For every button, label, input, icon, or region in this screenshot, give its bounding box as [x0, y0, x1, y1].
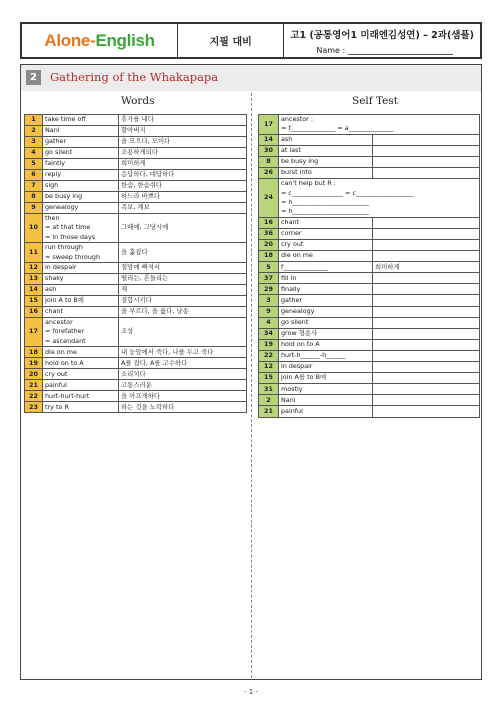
word-number: 16 — [25, 307, 43, 318]
word-row — [25, 296, 247, 307]
name-label: Name : — [316, 46, 346, 55]
word-term — [43, 402, 119, 413]
self-test-table — [258, 114, 480, 418]
test-row — [259, 179, 480, 218]
word-number: 21 — [25, 380, 43, 391]
test-term — [279, 168, 373, 179]
test-number: 37 — [259, 273, 279, 284]
test-term — [279, 395, 373, 406]
test-term — [279, 228, 373, 239]
term-text: sigh — [45, 181, 59, 190]
test-answer-cell[interactable] — [373, 284, 480, 295]
test-term — [279, 262, 373, 273]
test-number: 15 — [259, 373, 279, 384]
term-text: ash — [45, 285, 57, 294]
word-row — [25, 159, 247, 170]
test-number: 21 — [259, 406, 279, 417]
term-synonym-line: = forefather — [45, 327, 85, 336]
test-row — [259, 134, 480, 145]
test-answer-cell[interactable] — [373, 240, 480, 251]
word-meaning: A를 잡다, A를 고수하다 — [119, 358, 247, 369]
word-number: 11 — [25, 243, 43, 263]
test-answer-cell[interactable] — [373, 317, 480, 328]
term-text: fill in — [281, 273, 297, 282]
word-row — [25, 214, 247, 243]
term-text: take time off — [45, 115, 86, 124]
term-text: ancestor : — [281, 115, 313, 123]
term-text: can't help but R : — [281, 179, 336, 188]
word-meaning: 을 아프게하다 — [119, 391, 247, 402]
test-term — [279, 115, 480, 135]
test-number: 12 — [259, 362, 279, 373]
test-answer-cell[interactable] — [373, 273, 480, 284]
word-number: 3 — [25, 137, 43, 148]
term-text: gather — [281, 295, 303, 304]
word-number: 6 — [25, 170, 43, 181]
word-meaning: 내 눈앞에서 죽다, 나를 두고 죽다 — [119, 347, 247, 358]
word-meaning: 휴가를 내다 — [119, 115, 247, 126]
test-row — [259, 251, 480, 262]
word-term — [43, 380, 119, 391]
words-heading: Words — [121, 95, 155, 107]
term-text: die on me — [45, 347, 77, 356]
term-text: hold on to A — [45, 358, 84, 367]
test-row — [259, 295, 480, 306]
word-row — [25, 181, 247, 192]
test-term — [279, 145, 373, 156]
test-row — [259, 373, 480, 384]
word-term — [43, 243, 119, 263]
test-answer-cell[interactable] — [373, 157, 480, 168]
word-row — [25, 274, 247, 285]
test-answer-cell[interactable] — [373, 406, 480, 417]
term-text: in despair — [45, 263, 77, 272]
word-term — [43, 347, 119, 358]
term-text: go silent — [45, 148, 73, 157]
test-row — [259, 406, 480, 417]
word-meaning: 떨리는, 흔들리는 — [119, 274, 247, 285]
term-synonym-line: = in those days — [45, 232, 96, 241]
word-row — [25, 391, 247, 402]
word-meaning: 하느라 바쁘다 — [119, 192, 247, 203]
test-number: 30 — [259, 145, 279, 156]
test-term — [279, 350, 373, 361]
self-test-heading: Self Test — [352, 95, 398, 107]
word-row — [25, 243, 247, 263]
term-text: burst into — [281, 168, 312, 177]
term-text: reply — [45, 170, 62, 179]
word-meaning: 하는 것을 노력하다 — [119, 402, 247, 413]
word-row — [25, 318, 247, 347]
test-term — [279, 295, 373, 306]
term-text: be busy ing — [281, 157, 319, 166]
word-meaning: 결합시키다 — [119, 296, 247, 307]
term-text: try to R — [45, 402, 69, 411]
term-synonym-line: = ascendant — [45, 336, 86, 345]
test-row — [259, 384, 480, 395]
page-number: - 1 - — [244, 688, 258, 696]
word-term — [43, 285, 119, 296]
test-row — [259, 395, 480, 406]
test-row — [259, 217, 480, 228]
word-term — [43, 115, 119, 126]
term-text: painful — [281, 406, 303, 415]
word-row — [25, 347, 247, 358]
word-row — [25, 203, 247, 214]
term-synonym-line: = f______________ = a______________ — [281, 124, 394, 133]
term-text: hold on to A — [281, 340, 320, 349]
test-number: 26 — [259, 168, 279, 179]
term-text: run through — [45, 243, 83, 252]
word-row — [25, 307, 247, 318]
test-row — [259, 145, 480, 156]
test-answer-cell[interactable] — [373, 350, 480, 361]
test-number: 29 — [259, 284, 279, 295]
term-synonym-line: = c________________ = c__________________ — [281, 188, 414, 197]
test-term — [279, 251, 373, 262]
term-text: Nani — [45, 126, 60, 135]
word-meaning: 조상 — [119, 318, 247, 347]
word-meaning: 고통스러운 — [119, 380, 247, 391]
term-synonym-line: = h________________________ — [281, 207, 370, 216]
column-divider — [251, 93, 252, 678]
test-number: 20 — [259, 240, 279, 251]
test-answer-cell[interactable] — [373, 384, 480, 395]
test-number: 24 — [259, 179, 279, 218]
word-number: 10 — [25, 214, 43, 243]
test-number: 2 — [259, 395, 279, 406]
section-title: Gathering of the Whakapapa — [50, 70, 219, 84]
term-text: genealogy — [281, 306, 315, 315]
word-number: 22 — [25, 391, 43, 402]
test-answer-cell[interactable] — [373, 306, 480, 317]
test-answer-cell[interactable] — [373, 395, 480, 406]
term-text: grow 형용사 — [281, 329, 318, 338]
word-meaning: 절망에 빠져서 — [119, 263, 247, 274]
term-text: join A to B에 — [45, 296, 84, 305]
term-synonym-line: = at that time — [45, 223, 91, 232]
term-synonym-line: = h________________________ — [281, 198, 370, 206]
word-number: 14 — [25, 285, 43, 296]
word-number: 23 — [25, 402, 43, 413]
word-number: 2 — [25, 126, 43, 137]
term-text: Nani — [281, 395, 296, 404]
term-text: cry out — [45, 369, 68, 378]
name-field — [316, 46, 474, 55]
word-row — [25, 285, 247, 296]
word-term — [43, 307, 119, 318]
word-number: 5 — [25, 159, 43, 170]
word-meaning: 희미하게 — [119, 159, 247, 170]
test-term — [279, 384, 373, 395]
word-term — [43, 137, 119, 148]
test-answer-cell[interactable] — [373, 134, 480, 145]
word-number: 20 — [25, 369, 43, 380]
word-meaning: 족보, 계보 — [119, 203, 247, 214]
test-number: 31 — [259, 384, 279, 395]
term-text: genealogy — [45, 203, 79, 212]
term-synonym-line: = sweep through — [45, 252, 101, 261]
term-text: corner — [281, 229, 302, 238]
word-number: 4 — [25, 148, 43, 159]
word-term — [43, 391, 119, 402]
test-answer-cell[interactable] — [373, 145, 480, 156]
word-term — [43, 203, 119, 214]
test-term — [279, 217, 373, 228]
test-term — [279, 373, 373, 384]
test-row — [259, 284, 480, 295]
term-text: join A를 to B에 — [281, 373, 327, 382]
term-text: be busy ing — [45, 192, 83, 201]
term-text: f______________ — [281, 262, 328, 271]
name-blank-line — [348, 46, 453, 55]
word-meaning: 응답하다, 대답하다 — [119, 170, 247, 181]
test-term — [279, 134, 373, 145]
word-term — [43, 170, 119, 181]
term-text: faintly — [45, 159, 66, 168]
term-text: hurt-hurt-hurt — [45, 391, 90, 400]
test-term — [279, 157, 373, 168]
word-term — [43, 126, 119, 137]
test-answer-cell[interactable] — [373, 362, 480, 373]
word-term — [43, 296, 119, 307]
test-number: 4 — [259, 317, 279, 328]
test-term — [279, 306, 373, 317]
test-answer-cell[interactable] — [373, 295, 480, 306]
word-number: 1 — [25, 115, 43, 126]
test-answer-cell[interactable]: 희미하게 — [373, 262, 480, 273]
term-text: ash — [281, 135, 293, 144]
test-number: 36 — [259, 228, 279, 239]
word-number: 18 — [25, 347, 43, 358]
term-text: mostly — [281, 384, 303, 393]
test-term — [279, 362, 373, 373]
word-row — [25, 126, 247, 137]
word-term — [43, 358, 119, 369]
test-answer-cell[interactable] — [373, 217, 480, 228]
term-text: at last — [281, 146, 301, 155]
word-row — [25, 402, 247, 413]
word-term — [43, 318, 119, 347]
word-meaning: 재 — [119, 285, 247, 296]
term-text: finally — [281, 284, 301, 293]
word-number: 8 — [25, 192, 43, 203]
test-row — [259, 240, 480, 251]
test-row — [259, 262, 480, 273]
word-number: 9 — [25, 203, 43, 214]
word-number: 17 — [25, 318, 43, 347]
word-number: 19 — [25, 358, 43, 369]
word-term — [43, 148, 119, 159]
word-number: 15 — [25, 296, 43, 307]
logo-part-2: English — [95, 30, 155, 50]
test-term — [279, 317, 373, 328]
test-answer-cell[interactable] — [373, 168, 480, 179]
word-number: 7 — [25, 181, 43, 192]
vocabulary-section — [20, 64, 482, 680]
term-text: chant — [45, 307, 64, 316]
test-number: 18 — [259, 251, 279, 262]
term-text: die on me — [281, 251, 313, 260]
test-answer-cell[interactable] — [373, 339, 480, 350]
word-row — [25, 369, 247, 380]
term-text: gather — [45, 137, 67, 146]
word-row — [25, 192, 247, 203]
word-meaning: 한숨, 한숨쉬다 — [119, 181, 247, 192]
document-type-label: 지필 대비 — [178, 24, 284, 57]
test-row — [259, 157, 480, 168]
term-text: chant — [281, 218, 300, 227]
word-number: 13 — [25, 274, 43, 285]
test-row — [259, 328, 480, 339]
word-meaning: 을 부르다, 을 읊다, 낭송 — [119, 307, 247, 318]
section-number-badge: 2 — [26, 70, 41, 85]
test-term — [279, 339, 373, 350]
document-header — [20, 22, 482, 59]
course-title: 고1 (공통영어1 미래엔김성연) – 2과(샘플) — [290, 30, 474, 41]
test-row — [259, 362, 480, 373]
test-row — [259, 339, 480, 350]
test-answer-cell[interactable] — [373, 228, 480, 239]
test-number: 17 — [259, 115, 279, 135]
test-number: 9 — [259, 306, 279, 317]
words-table — [24, 114, 247, 413]
word-term — [43, 263, 119, 274]
word-number: 12 — [25, 263, 43, 274]
test-term — [279, 240, 373, 251]
test-number: 34 — [259, 328, 279, 339]
term-text: ancestor — [45, 318, 73, 327]
term-text: then — [45, 214, 60, 222]
word-meaning: 을 훑잡다 — [119, 243, 247, 263]
test-row — [259, 273, 480, 284]
term-text: go silent — [281, 318, 309, 326]
test-number: 19 — [259, 339, 279, 350]
term-text: cry out — [281, 240, 304, 249]
word-row — [25, 148, 247, 159]
section-title-bar — [21, 65, 481, 91]
term-text: hurt-h______-h______ — [281, 351, 346, 360]
word-row — [25, 358, 247, 369]
word-row — [25, 263, 247, 274]
word-meaning: 을 모으다, 모이다 — [119, 137, 247, 148]
test-term — [279, 406, 373, 417]
term-text: in despair — [281, 362, 313, 371]
test-term — [279, 273, 373, 284]
test-number: 14 — [259, 134, 279, 145]
test-term — [279, 284, 373, 295]
word-row — [25, 170, 247, 181]
test-row — [259, 350, 480, 361]
term-text: painful — [45, 380, 67, 389]
test-row — [259, 115, 480, 135]
word-term — [43, 214, 119, 243]
test-row — [259, 306, 480, 317]
word-term — [43, 192, 119, 203]
word-term — [43, 159, 119, 170]
test-number: 5 — [259, 262, 279, 273]
word-term — [43, 181, 119, 192]
test-answer-cell[interactable] — [373, 328, 480, 339]
word-row — [25, 137, 247, 148]
test-number: 16 — [259, 217, 279, 228]
test-row — [259, 317, 480, 328]
logo-part-1: Alone- — [44, 30, 96, 50]
word-term — [43, 369, 119, 380]
word-meaning: 할아버지 — [119, 126, 247, 137]
word-meaning: 소리치다 — [119, 369, 247, 380]
test-term — [279, 179, 480, 218]
test-row — [259, 228, 480, 239]
term-text: shaky — [45, 274, 64, 283]
word-row — [25, 380, 247, 391]
word-meaning: 조용하게되다 — [119, 148, 247, 159]
word-row — [25, 115, 247, 126]
test-number: 22 — [259, 350, 279, 361]
test-term — [279, 328, 373, 339]
test-answer-cell[interactable] — [373, 251, 480, 262]
test-number: 8 — [259, 157, 279, 168]
word-term — [43, 274, 119, 285]
test-number: 3 — [259, 295, 279, 306]
course-info — [284, 24, 480, 57]
test-row — [259, 168, 480, 179]
test-answer-cell[interactable] — [373, 373, 480, 384]
word-meaning: 그때에, 그당시에 — [119, 214, 247, 243]
brand-logo — [22, 24, 178, 57]
